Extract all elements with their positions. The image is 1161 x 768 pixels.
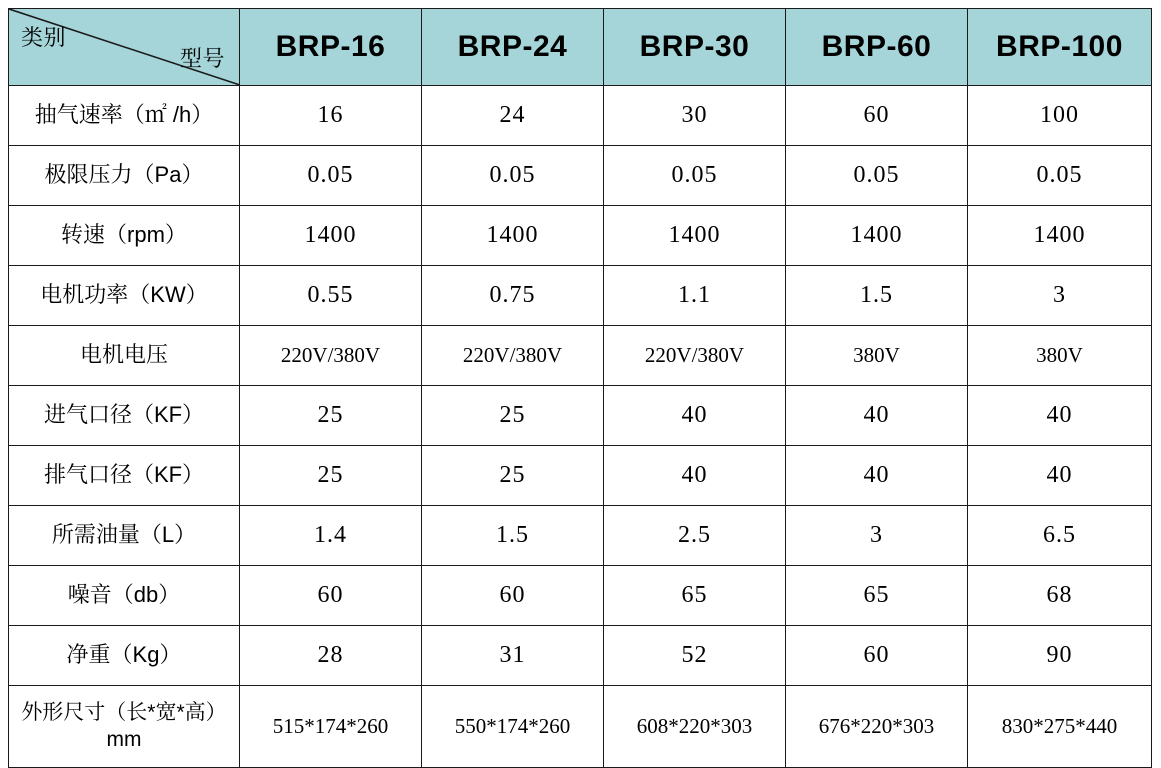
row-label: 进气口径（KF） [9,386,240,446]
row-label: 噪音（db） [9,566,240,626]
row-cell: 30 [604,86,786,146]
row-cell: 25 [422,386,604,446]
row-cell: 380V [968,326,1152,386]
specifications-table [8,8,1152,768]
table-row [9,566,1152,626]
row-cell: 676*220*303 [786,686,968,768]
row-cell: 0.75 [422,266,604,326]
row-cell: 16 [240,86,422,146]
row-cell: 3 [786,506,968,566]
row-label: 排气口径（KF） [9,446,240,506]
table-row [9,206,1152,266]
row-cell: 220V/380V [240,326,422,386]
row-cell: 1400 [422,206,604,266]
row-cell: 68 [968,566,1152,626]
row-label: 电机功率（KW） [9,266,240,326]
row-cell: 25 [422,446,604,506]
table-row [9,326,1152,386]
row-cell: 60 [240,566,422,626]
row-label: 所需油量（L） [9,506,240,566]
row-cell: 40 [604,386,786,446]
table-row [9,626,1152,686]
row-cell: 1.5 [786,266,968,326]
table-row [9,266,1152,326]
row-cell: 1.1 [604,266,786,326]
row-cell: 25 [240,446,422,506]
row-cell: 0.55 [240,266,422,326]
row-cell: 6.5 [968,506,1152,566]
table-body [9,86,1152,768]
row-cell: 2.5 [604,506,786,566]
row-cell: 1400 [786,206,968,266]
table-row [9,86,1152,146]
row-cell: 65 [604,566,786,626]
corner-category-label: 类别 [21,25,67,50]
row-cell: 550*174*260 [422,686,604,768]
row-cell: 100 [968,86,1152,146]
column-header-brp-100: BRP-100 [968,9,1152,86]
table-row [9,506,1152,566]
row-cell: 65 [786,566,968,626]
row-label: 极限压力（Pa） [9,146,240,206]
row-cell: 220V/380V [604,326,786,386]
row-cell: 52 [604,626,786,686]
row-cell: 1400 [604,206,786,266]
row-label: 净重（Kg） [9,626,240,686]
row-cell: 0.05 [604,146,786,206]
row-cell: 40 [786,386,968,446]
row-cell: 3 [968,266,1152,326]
column-header-brp-16: BRP-16 [240,9,422,86]
table-row [9,386,1152,446]
row-label: 外形尺寸（长*宽*高）mm [9,686,240,768]
row-cell: 60 [786,626,968,686]
row-cell: 31 [422,626,604,686]
column-header-brp-30: BRP-30 [604,9,786,86]
row-cell: 608*220*303 [604,686,786,768]
row-cell: 1.5 [422,506,604,566]
table-row [9,146,1152,206]
row-cell: 40 [968,386,1152,446]
row-cell: 1.4 [240,506,422,566]
table-row [9,686,1152,768]
row-cell: 60 [786,86,968,146]
row-cell: 380V [786,326,968,386]
row-cell: 60 [422,566,604,626]
corner-header-cell [9,9,240,86]
row-cell: 40 [786,446,968,506]
column-header-brp-24: BRP-24 [422,9,604,86]
row-label: 电机电压 [9,326,240,386]
row-cell: 90 [968,626,1152,686]
table-header [9,9,1152,86]
row-cell: 1400 [968,206,1152,266]
row-cell: 1400 [240,206,422,266]
row-cell: 40 [968,446,1152,506]
row-cell: 24 [422,86,604,146]
row-cell: 28 [240,626,422,686]
row-cell: 830*275*440 [968,686,1152,768]
row-cell: 220V/380V [422,326,604,386]
row-label: 转速（rpm） [9,206,240,266]
row-cell: 0.05 [240,146,422,206]
header-row [9,9,1152,86]
column-header-brp-60: BRP-60 [786,9,968,86]
row-cell: 0.05 [786,146,968,206]
row-cell: 0.05 [968,146,1152,206]
row-label: 抽气速率（㎡ /h） [9,86,240,146]
row-cell: 40 [604,446,786,506]
row-cell: 0.05 [422,146,604,206]
row-cell: 25 [240,386,422,446]
corner-model-label: 型号 [179,46,225,71]
row-cell: 515*174*260 [240,686,422,768]
table-row [9,446,1152,506]
